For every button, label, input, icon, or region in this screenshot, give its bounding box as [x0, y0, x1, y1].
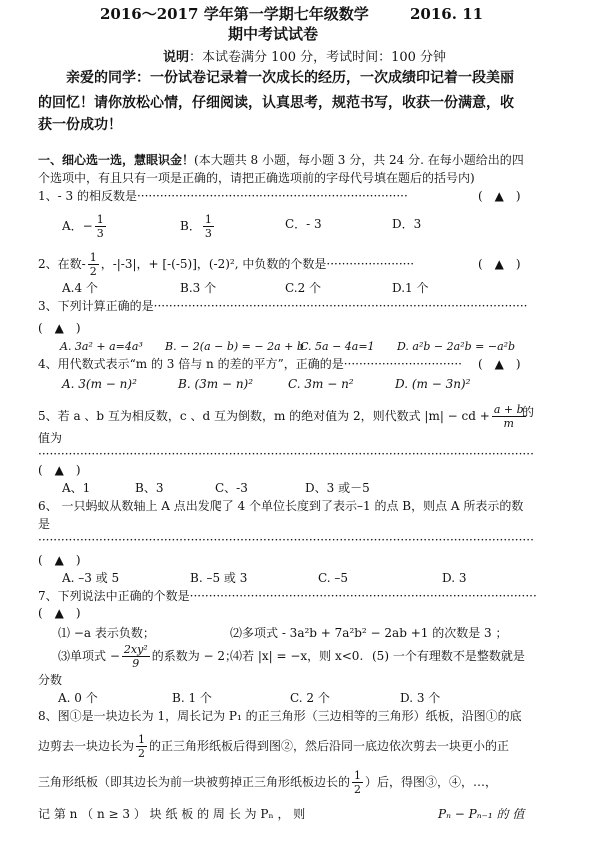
option-b-label: B．: [180, 219, 201, 233]
answer-bracket: ( ▲ ): [38, 553, 81, 567]
fraction-numerator: 1: [96, 213, 104, 226]
fraction-numerator: 1: [354, 769, 362, 782]
question-2-option-b[interactable]: B.3 个: [180, 281, 217, 295]
option-a-sign: −: [82, 219, 93, 233]
question-3-option-d[interactable]: D. a²b − 2a²b = −a²b: [397, 340, 516, 353]
fraction-denominator: 3: [204, 227, 212, 240]
note-text: ：本试卷满分 100 分，考试时间：100 分钟: [189, 50, 447, 65]
note-label: 说明: [163, 50, 190, 65]
question-5-option-d[interactable]: D、3 或－5: [305, 481, 370, 495]
question-8-text-c: 三角形纸板（即其边长为前一块被剪掉正三角形纸板边长的: [38, 775, 351, 789]
question-4-text: 4、用代数式表示“m 的 3 倍与 n 的差的平方”，正确的是: [38, 357, 344, 371]
question-8-line-3: [38, 770, 497, 795]
question-7-option-d[interactable]: D. 3 个: [400, 691, 441, 705]
fraction-denominator: m: [503, 417, 514, 430]
question-8-text-d: ）后，得图③，④，…，: [365, 775, 498, 789]
question-5-option-a[interactable]: A、1: [62, 481, 91, 495]
question-8-text-b: 的正三角形纸板后得到图②，然后沿同一底边依次剪去一块更小的正: [149, 739, 510, 753]
exam-title: 2016～2017 学年第一学期七年级数学: [100, 5, 369, 23]
greeting-line-1: 亲爱的同学：一份试卷记录着一次成长的经历，一次成绩印记着一段美丽: [66, 70, 514, 86]
section-1-desc-2: 个选项中，有且只有一项是正确的，请把正确选项前的字母代号填在题后的括号内): [38, 171, 475, 185]
question-2-stem: [38, 252, 414, 277]
exam-subtitle: 期中考试试卷: [228, 25, 319, 43]
question-5-line-2: 值为: [38, 431, 63, 445]
answer-bracket: ( ▲ ): [38, 606, 81, 620]
question-5-stem: [38, 404, 528, 429]
question-7-statement-4: ⑷若 |x| = −x，则 x<0.: [230, 649, 364, 663]
question-2-option-d[interactable]: D.1 个: [392, 281, 429, 295]
section-1-title: 一、细心选一选，慧眼识金！: [38, 153, 195, 167]
question-6-option-c[interactable]: C. –5: [318, 571, 349, 585]
question-4-option-d[interactable]: D. (m − 3n)²: [395, 377, 471, 391]
section-1-header: [38, 152, 524, 168]
answer-dots: ·······································································: [136, 189, 408, 203]
answer-dots: ·······················: [326, 257, 415, 271]
exam-note: [163, 50, 446, 66]
fraction-numerator: 1: [204, 213, 212, 226]
answer-dots: ·······························: [343, 357, 462, 371]
fraction-denominator: 3: [96, 227, 104, 240]
fraction-numerator: a + b: [493, 403, 524, 416]
question-8-line-4: [38, 806, 305, 822]
option-a-label: A．: [62, 219, 83, 233]
question-1-text: 1、- 3 的相反数是: [38, 189, 137, 203]
question-4-option-a[interactable]: A. 3(m − n)²: [62, 377, 137, 391]
option-a-fraction: [95, 214, 106, 239]
greeting-line-2: 的回忆！请你放松心情，仔细阅读，认真思考，规范书写，收获一份满意，收: [38, 95, 514, 111]
question-2-text-b: ，-|-3|，+ [-(-5)]，(-2)², 中负数的个数是: [100, 257, 327, 271]
question-7-statement-5: (5) 一个有理数不是整数就是: [372, 649, 525, 663]
answer-bracket: ( ▲ ): [478, 189, 521, 203]
question-5-fraction: [492, 404, 526, 429]
question-1-option-c[interactable]: C．- 3: [285, 217, 322, 231]
statement-3-fraction: [122, 644, 150, 669]
question-6-stem: 6、 一只蚂蚁从数轴上 A 点出发爬了 4 个单位长度到了表示–1 的点 B，则点 A 所表示的数: [38, 499, 524, 513]
question-1-option-b[interactable]: [180, 214, 216, 239]
question-5-option-b[interactable]: B、3: [135, 481, 164, 495]
fraction-denominator: 9: [132, 657, 140, 670]
question-7-option-b[interactable]: B. 1 个: [172, 691, 212, 705]
question-5-option-c[interactable]: C、-3: [215, 481, 248, 495]
question-8-text-e: 记 第 n （ n ≥ 3 ） 块 纸 板 的 周 长 为 Pₙ ， 则: [38, 807, 306, 821]
question-4-stem: [38, 356, 462, 372]
section-1-desc: (本大题共 8 小题，每小题 3 分，共 24 分. 在每小题给出的四: [194, 153, 524, 167]
answer-bracket: ( ▲ ): [478, 357, 521, 371]
option-b-fraction: [203, 214, 214, 239]
statement-3-text-a: ⑶单项式 −: [58, 649, 120, 663]
statement-3-text-b: 的系数为 − 2；: [151, 649, 238, 663]
question-7-stem: [38, 588, 537, 604]
question-7-statement-3: [58, 644, 237, 669]
answer-dots: ··································································································································: [38, 533, 534, 547]
question-4-option-c[interactable]: C. 3m − n²: [288, 377, 354, 391]
question-7-statement-1: ⑴ −a 表示负数；: [58, 626, 155, 640]
question-8-line-1: 8、图①是一块边长为 1，周长记为 P₁ 的正三角形（三边相等的三角形）纸板，沿图①的底: [38, 709, 522, 723]
fraction-denominator: 2: [138, 747, 146, 760]
question-1-option-a[interactable]: [62, 214, 108, 239]
question-7-statement-2: ⑵多项式 - 3a²b + 7a²b² − 2ab +1 的次数是 3 ；: [230, 626, 508, 640]
answer-bracket: ( ▲ ): [478, 257, 521, 271]
question-5-text: 5、若 a 、b 互为相反数，c 、d 互为倒数，m 的绝对值为 2，则代数式 |m| − cd +: [38, 409, 490, 423]
question-3-stem: [38, 298, 527, 314]
question-2-option-c[interactable]: C.2 个: [285, 281, 322, 295]
question-6-option-d[interactable]: D. 3: [442, 571, 467, 585]
fraction-numerator: 2xy²: [123, 643, 148, 656]
question-4-option-b[interactable]: B. (3m − n)²: [178, 377, 254, 391]
fraction-numerator: 1: [138, 733, 146, 746]
question-6-option-a[interactable]: A. –3 或 5: [62, 571, 120, 585]
question-8-expression: Pₙ − Pₙ₋₁ 的 值: [438, 807, 525, 821]
question-2-text-a: 2、在数-: [38, 257, 86, 271]
question-5-tail: 的: [522, 405, 535, 419]
question-6-option-b[interactable]: B. –5 或 3: [190, 571, 248, 585]
answer-dots: ···························································································: [189, 589, 537, 603]
answer-bracket: ( ▲ ): [38, 463, 81, 477]
question-8-fraction-1: [136, 734, 147, 759]
answer-dots: ··································································································: [153, 299, 528, 313]
fraction-denominator: 2: [89, 265, 97, 278]
question-8-line-2: [38, 734, 509, 759]
question-7-text: 7、下列说法中正确的个数是: [38, 589, 190, 603]
question-3-text: 3、下列计算正确的是: [38, 299, 154, 313]
question-1-stem: [38, 188, 408, 204]
question-2-option-a[interactable]: A.4 个: [62, 281, 98, 295]
question-7-statement-5-end: 分数: [38, 673, 63, 687]
question-6-line-2: 是: [38, 517, 51, 531]
answer-dots: ··································································································································: [38, 447, 534, 461]
exam-date: 2016. 11: [410, 5, 484, 23]
question-7-option-c[interactable]: C. 2 个: [290, 691, 330, 705]
question-3-option-c[interactable]: C. 5a − 4a=1: [300, 340, 375, 353]
question-8-fraction-2: [352, 770, 363, 795]
question-1-option-d[interactable]: D．3: [392, 217, 422, 231]
question-3-option-a[interactable]: A. 3a² + a=4a³: [60, 340, 143, 353]
question-7-option-a[interactable]: A. 0 个: [58, 691, 98, 705]
question-3-option-b[interactable]: B. − 2(a − b) = − 2a + b: [165, 340, 304, 353]
answer-bracket: ( ▲ ): [38, 321, 81, 335]
fraction-numerator: 1: [89, 251, 97, 264]
greeting-line-3: 获一份成功！: [38, 117, 122, 133]
question-2-fraction: [88, 252, 99, 277]
fraction-denominator: 2: [354, 783, 362, 796]
question-8-text-a: 边剪去一块边长为: [38, 739, 135, 753]
